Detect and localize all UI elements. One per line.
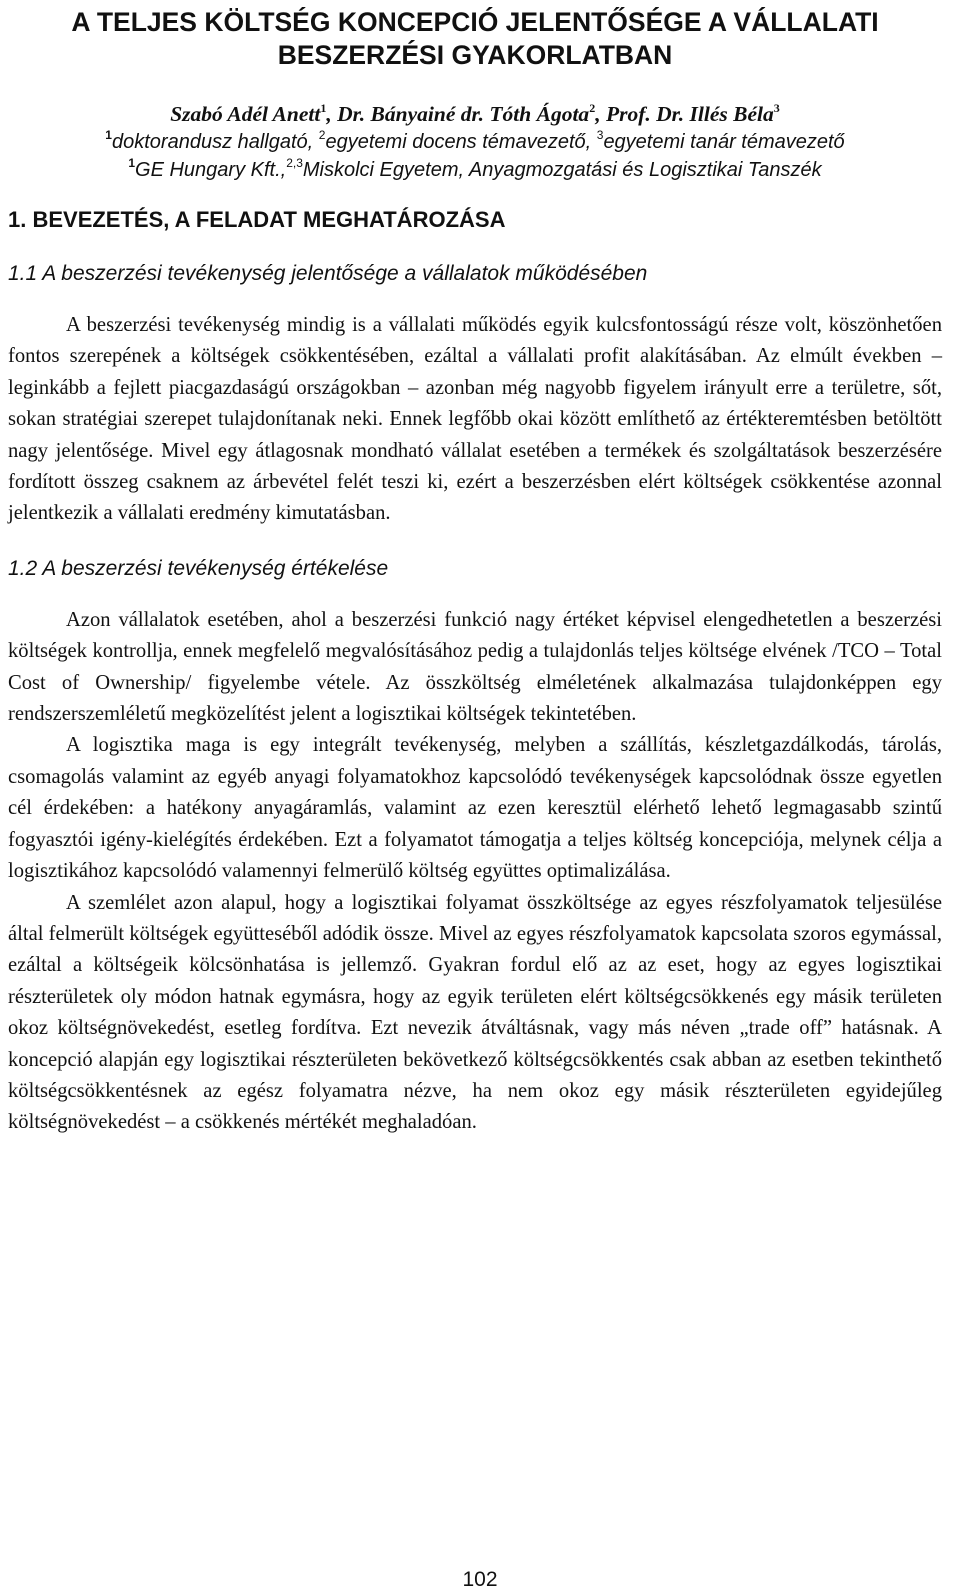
- section-heading: 1. BEVEZETÉS, A FELADAT MEGHATÁROZÁSA: [8, 207, 506, 232]
- author-name: Dr. Bányainé dr. Tóth Ágota: [337, 102, 590, 126]
- subsection-heading: 1.2 A beszerzési tevékenység értékelése: [8, 556, 389, 580]
- author-affiliation-mark: 1: [320, 101, 327, 115]
- body-paragraph: Azon vállalatok esetében, ahol a beszerzési funkció nagy értéket képvisel elengedhetetlen a beszerzési költségek kontrollja, ennek megfelelő megvalósításához pedig a tulajdonlás teljes költsége elvének /TCO – Total Cost of Ownership/ figyelembe vétele. Az összköltség elméletének alkalmazása tulajdonképpen egy rendszerszemléletű megközelítést jelent a logisztikai költségek tekintetében.: [8, 608, 942, 726]
- author-name: Prof. Dr. Illés Béla: [605, 102, 774, 126]
- title-line-1: A TELJES KÖLTSÉG KONCEPCIÓ JELENTŐSÉGE A VÁLLALATI: [71, 7, 879, 37]
- affiliation-text: doktorandusz hallgató,: [111, 131, 319, 153]
- subsection-heading: 1.1 A beszerzési tevékenység jelentősége a vállalatok működésében: [8, 262, 648, 285]
- affiliation-text: GE Hungary Kft.,: [135, 159, 287, 181]
- page-number: 102: [462, 1568, 498, 1591]
- author-affiliation-mark: 2: [589, 101, 596, 115]
- author-name: Szabó Adél Anett: [170, 102, 321, 126]
- paper-page: [8, 0, 942, 1139]
- affiliation-mark: 2: [318, 128, 326, 142]
- affiliation-roles: [8, 128, 942, 156]
- affiliation-text: egyetemi docens témavezető,: [325, 131, 597, 153]
- affiliation-text: egyetemi tanár témavezető: [603, 131, 845, 153]
- body-paragraph: A szemlélet azon alapul, hogy a logisztikai folyamat összköltsége az egyes részfolyamatok teljesülése által felmerült költségek együtteséből adódik össze. Mivel az egyes részfolyamatok kapcsolata szoros egymással, ezáltal a költségeik kölcsönhatása is jellemző. Gyakran fordul elő az az eset, hogy az egyes logisztikai részterületek oly módon hatnak egymásra, hogy az egyik területen elért költségcsökkenés egy másik területen okoz költségnövekedést, esetleg fordítva. Ezt nevezik átváltásnak, vagy más néven „trade off” hatásnak. A koncepció alapján egy logisztikai részterületen bekövetkező költségcsökkentés csak abban az esetben tekinthető költségcsökkentésnek az egész folyamatra nézve, ha nem okoz egy másik részterületen egyidejűleg költségnövekedést – a csökkenés mértékét meghaladóan.: [8, 891, 942, 1134]
- affiliation-mark: 3: [596, 128, 604, 142]
- affiliation-mark: 1: [128, 156, 136, 170]
- author-list: Szabó Adél Anett$^1$, Dr. Bányainé dr. Tóth Ágota$^2$, Prof. Dr. Illés Béla$^3$: [170, 101, 780, 126]
- affiliation-mark: 1: [105, 128, 112, 142]
- author-affiliation-mark: 3: [773, 101, 780, 115]
- affiliation-text: Miskolci Egyetem, Anyagmozgatási és Logisztikai Tanszék: [302, 159, 822, 181]
- affiliation-institutions: [8, 156, 942, 184]
- affiliation-mark: 2,3: [286, 156, 303, 170]
- title-line-2: BESZERZÉSI GYAKORLATBAN: [277, 40, 673, 70]
- body-paragraph: A logisztika maga is egy integrált tevékenység, melyben a szállítás, készletgazdálkodás, tárolás, csomagolás valamint az egyéb anyagi folyamatokhoz kapcsolódó tevékenységek kapcsolódnak össze egyetlen cél érdekében: a hatékony anyagáramlás, valamint az ezen keresztül elérhető lehető legmagasabb szintű fogyasztói igény-kielégítés érdekében. Ezt a folyamatot támogatja a teljes költség koncepciója, melynek célja a logisztikához kapcsolódó valamennyi felmerülő költség együttes optimalizálása.: [8, 734, 942, 883]
- paper-title: [8, 6, 942, 72]
- body-paragraph: A beszerzési tevékenység mindig is a vállalati működés egyik kulcsfontosságú része volt, köszönhetően fontos szerepének a költségek csökkentésében, ezáltal a vállalati profit alakításában. Az elmúlt években – leginkább a fejlett piacgazdaságú országokban – azonban még nagyobb figyelem irányult erre a területre, sőt, sokan stratégiai szerepet tulajdonítanak neki. Ennek legfőbb okai között említhető az értékteremtésben betöltött nagy jelentősége. Mivel egy átlagosnak mondható vállalat esetében a termékek és szolgáltatások beszerzésére fordított összeg csaknem az árbevétel felét teszi ki, ezért a beszerzésben elért költségek csökkentése azonnal jelentkezik a vállalati eredmény kimutatásban.: [8, 314, 942, 525]
